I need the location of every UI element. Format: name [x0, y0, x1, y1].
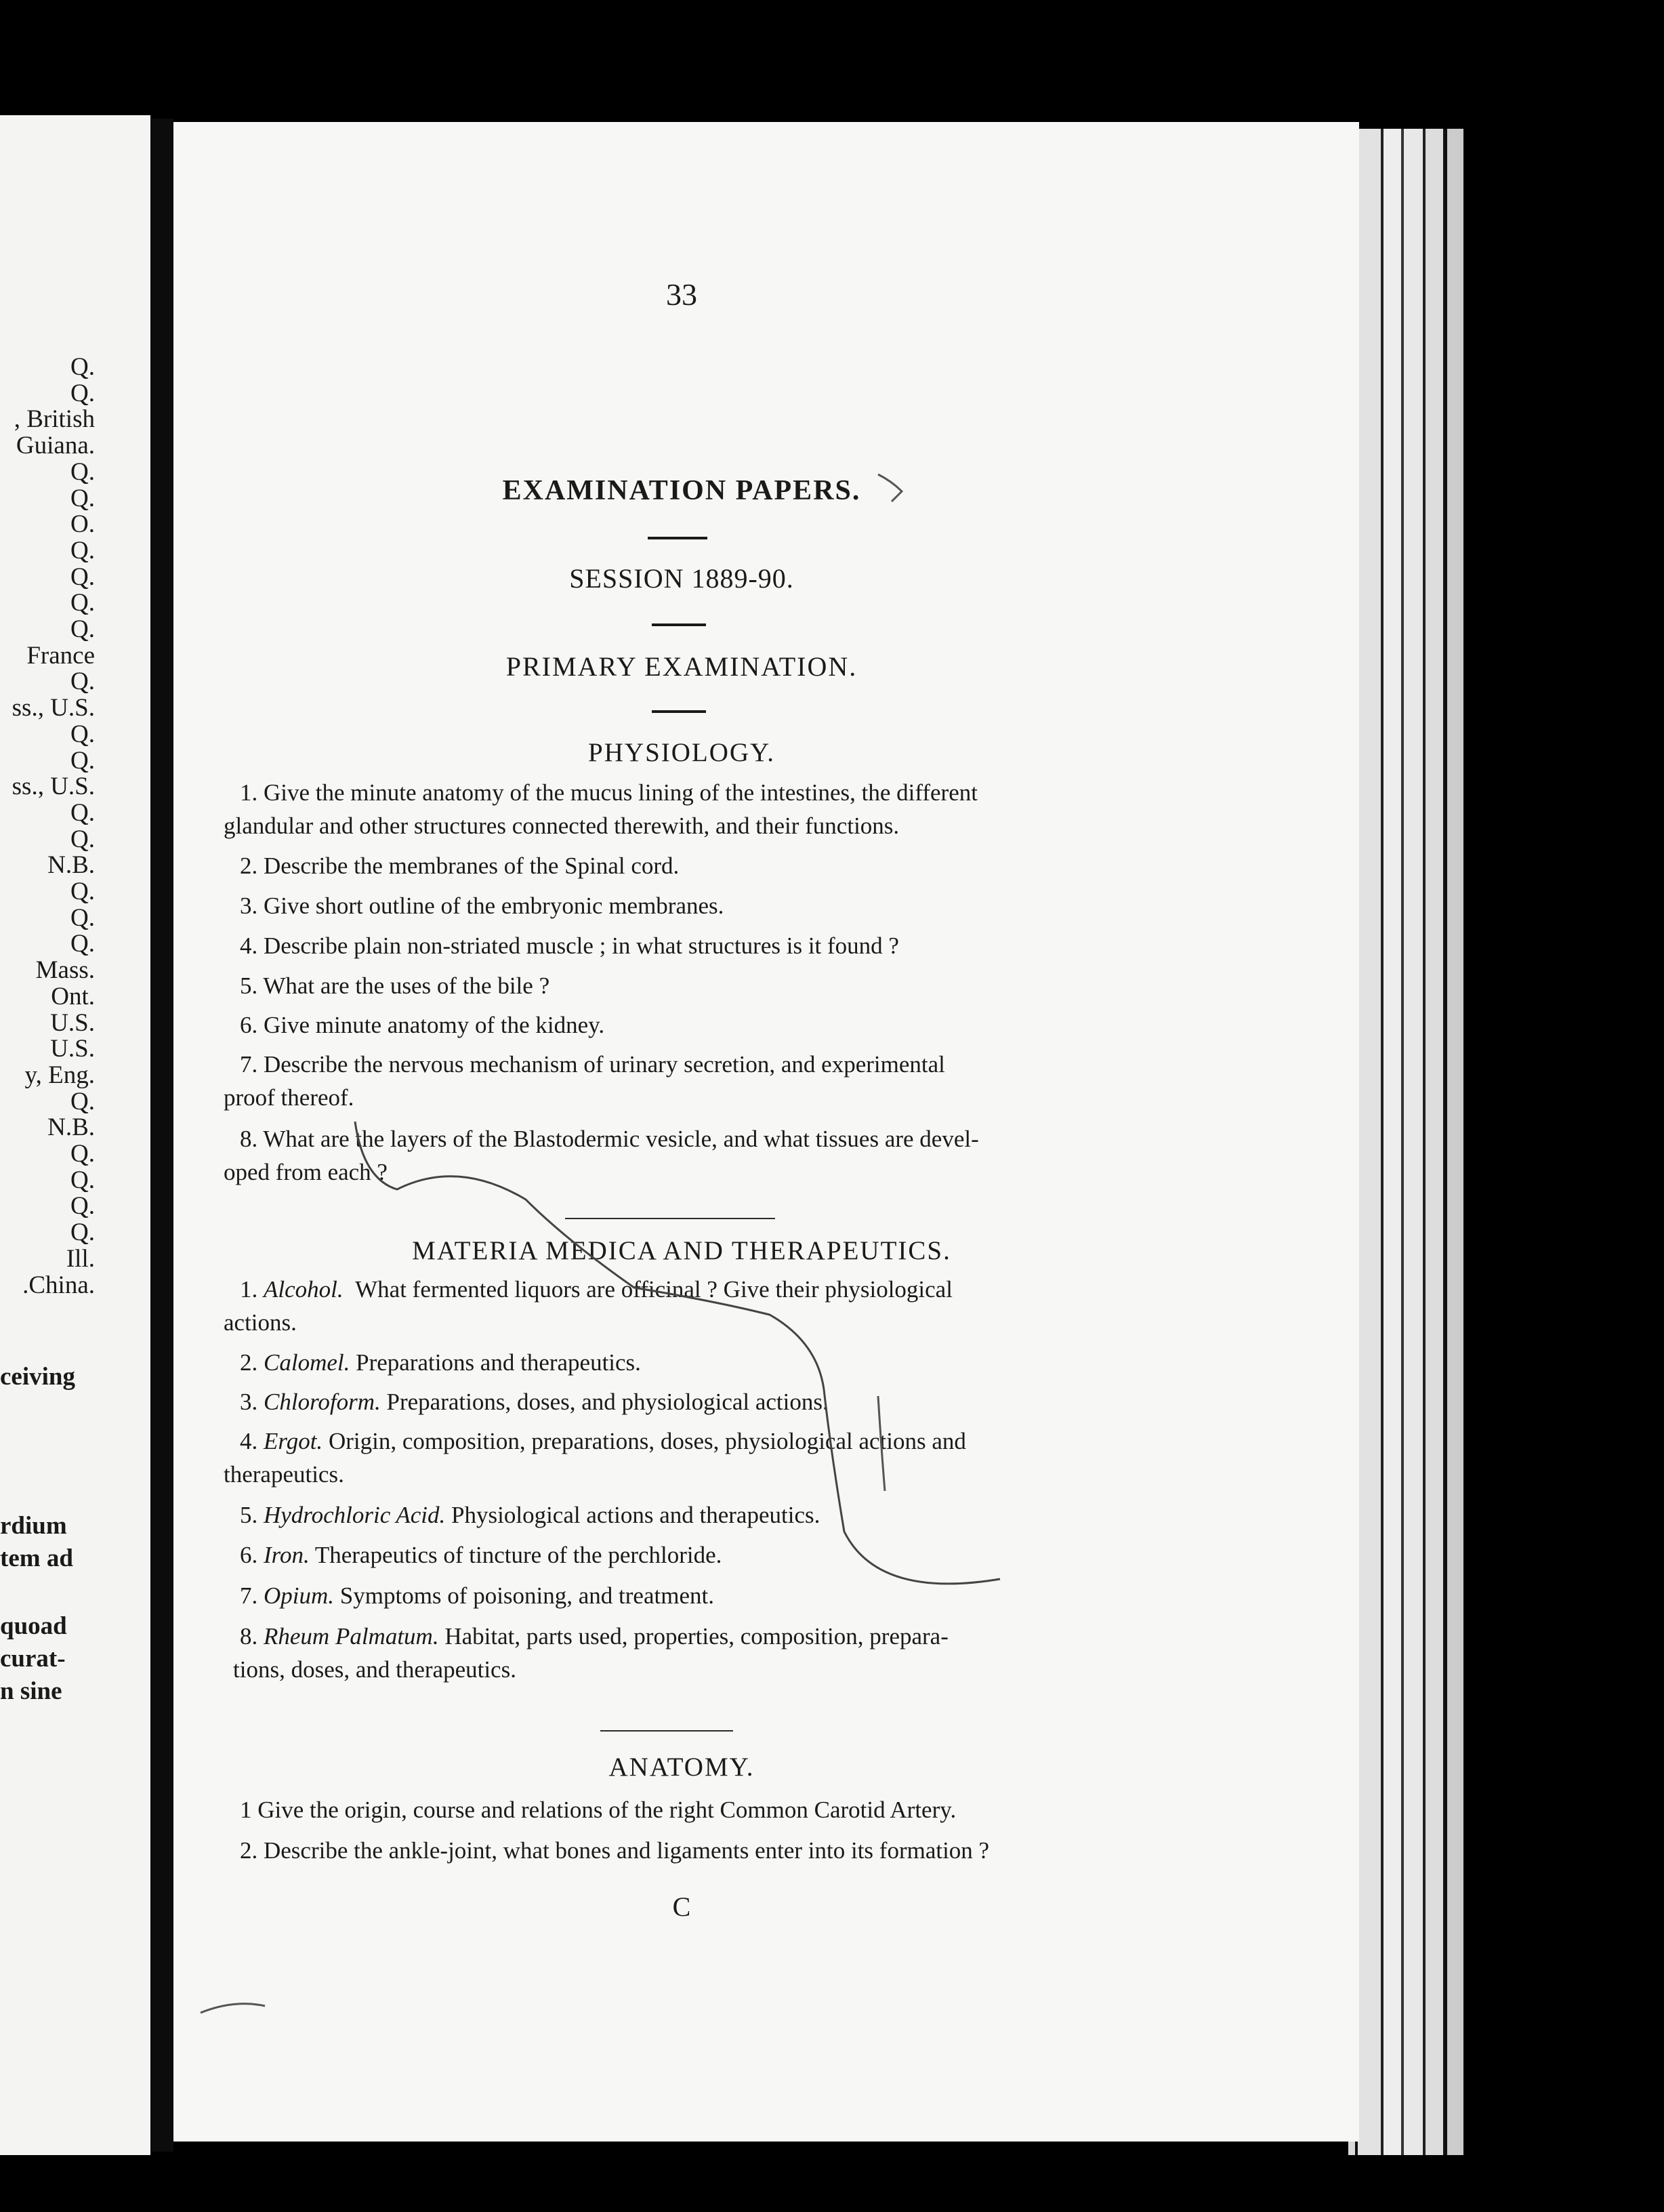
left-margin-line: n sine: [0, 1677, 62, 1705]
physiology-q1-line1: 1. Give the minute anatomy of the mucus lining of the intestines, the different: [240, 779, 978, 806]
left-margin-line: Q.: [70, 1166, 95, 1194]
left-margin-line: Q.: [70, 589, 95, 617]
materia-q6: 6. Iron. Therapeutics of tincture of the perchloride.: [240, 1542, 722, 1568]
left-margin-line: U.S.: [50, 1008, 95, 1037]
left-margin-line: O.: [70, 510, 95, 539]
left-margin-line: U.S.: [50, 1035, 95, 1063]
materia-q4-line1: 4. Ergot. Origin, composition, preparations, doses, physiological actions and: [240, 1428, 966, 1454]
left-margin-line: Q.: [70, 353, 95, 381]
left-margin-line: Q.: [70, 562, 95, 591]
materia-q5: 5. Hydrochloric Acid. Physiological actions and therapeutics.: [240, 1502, 820, 1528]
physiology-q1-line2: glandular and other structures connected therewith, and their functions.: [224, 813, 900, 839]
left-margin-line: Ont.: [51, 982, 95, 1010]
left-margin-line: tem ad: [0, 1544, 73, 1572]
physiology-q2: 2. Describe the membranes of the Spinal cord.: [240, 853, 680, 879]
left-margin-line: curat-: [0, 1645, 66, 1673]
physiology-q4: 4. Describe plain non-striated muscle ; in what structures is it found ?: [240, 933, 899, 959]
left-margin-line: ss., U.S.: [12, 773, 95, 801]
left-margin-line: Q.: [70, 1087, 95, 1115]
left-margin-line: N.B.: [47, 1113, 95, 1142]
left-margin-line: Q.: [70, 1218, 95, 1247]
physiology-q7-line1: 7. Describe the nervous mechanism of urinary secretion, and experimental: [240, 1051, 945, 1078]
materia-q1-line1: 1. Alcohol. What fermented liquors are officinal ? Give their physiological: [240, 1276, 953, 1303]
physiology-heading: PHYSIOLOGY.: [588, 738, 775, 767]
anatomy-q2: 2. Describe the ankle-joint, what bones and ligaments enter into its formation ?: [240, 1837, 990, 1864]
left-margin-line: Q.: [70, 484, 95, 512]
materia-medica-heading: MATERIA MEDICA AND THERAPEUTICS.: [412, 1236, 951, 1265]
left-margin-line: Q.: [70, 930, 95, 958]
anatomy-heading: ANATOMY.: [608, 1753, 755, 1782]
left-page-fragment: [0, 115, 150, 2155]
left-margin-line: Q.: [70, 668, 95, 696]
left-margin-line: Q.: [70, 379, 95, 407]
materia-q7: 7. Opium. Symptoms of poisoning, and treatment.: [240, 1582, 714, 1609]
left-margin-line: Q.: [70, 825, 95, 853]
left-margin-line: rdium: [0, 1512, 67, 1540]
left-margin-line: Q.: [70, 1192, 95, 1221]
left-margin-line: N.B.: [47, 851, 95, 880]
left-margin-line: Q.: [70, 720, 95, 748]
physiology-q3: 3. Give short outline of the embryonic membranes.: [240, 893, 724, 919]
left-margin-line: Q.: [70, 536, 95, 565]
left-margin-line: Mass.: [35, 956, 95, 985]
book-gutter: [150, 119, 173, 2152]
left-margin-line: ss., U.S.: [12, 694, 95, 722]
left-margin-line: y, Eng.: [24, 1061, 95, 1089]
anatomy-q1: 1 Give the origin, course and relations of the right Common Carotid Artery.: [240, 1797, 957, 1823]
left-margin-line: Q.: [70, 1140, 95, 1168]
page-number: 33: [666, 277, 697, 312]
left-margin-line: Q.: [70, 878, 95, 905]
left-margin-line: , British: [14, 405, 95, 434]
materia-q1-line2: actions.: [224, 1309, 297, 1336]
signature-mark: C: [672, 1891, 691, 1922]
left-margin-line: Guiana.: [16, 432, 95, 460]
physiology-q5: 5. What are the uses of the bile ?: [240, 972, 550, 999]
physiology-q6: 6. Give minute anatomy of the kidney.: [240, 1012, 605, 1038]
page-edges: [1348, 129, 1484, 2155]
physiology-q8-line2: oped from each ?: [224, 1159, 388, 1185]
left-margin-line: Q.: [70, 746, 95, 775]
materia-q3: 3. Chloroform. Preparations, doses, and physiological actions.: [240, 1389, 829, 1415]
exam-heading: PRIMARY EXAMINATION.: [505, 651, 858, 682]
left-margin-line: Q.: [70, 903, 95, 932]
page-title: EXAMINATION PAPERS.: [502, 475, 861, 506]
physiology-q8-line1: 8. What are the layers of the Blastodermic vesicle, and what tissues are devel-: [240, 1126, 979, 1152]
materia-q8-line1: 8. Rheum Palmatum. Habitat, parts used, properties, composition, prepara-: [240, 1623, 949, 1650]
session-heading: SESSION 1889-90.: [569, 563, 794, 594]
left-margin-line: Q.: [70, 457, 95, 486]
left-margin-line: Q.: [70, 615, 95, 643]
left-margin-line: quoad: [0, 1612, 67, 1640]
pencil-annotation: [173, 122, 1359, 2142]
materia-q2: 2. Calomel. Preparations and therapeutics.: [240, 1349, 641, 1376]
materia-q4-line2: therapeutics.: [224, 1461, 344, 1488]
left-margin-line: ceiving: [0, 1363, 75, 1391]
left-margin-line: France: [26, 641, 95, 670]
left-margin-line: Q.: [70, 798, 95, 827]
physiology-q7-line2: proof thereof.: [224, 1084, 354, 1111]
left-margin-line: Ill.: [66, 1244, 95, 1273]
left-margin-line: .China.: [22, 1271, 95, 1299]
main-page: [173, 122, 1359, 2142]
materia-q8-line2: tions, doses, and therapeutics.: [233, 1656, 516, 1683]
